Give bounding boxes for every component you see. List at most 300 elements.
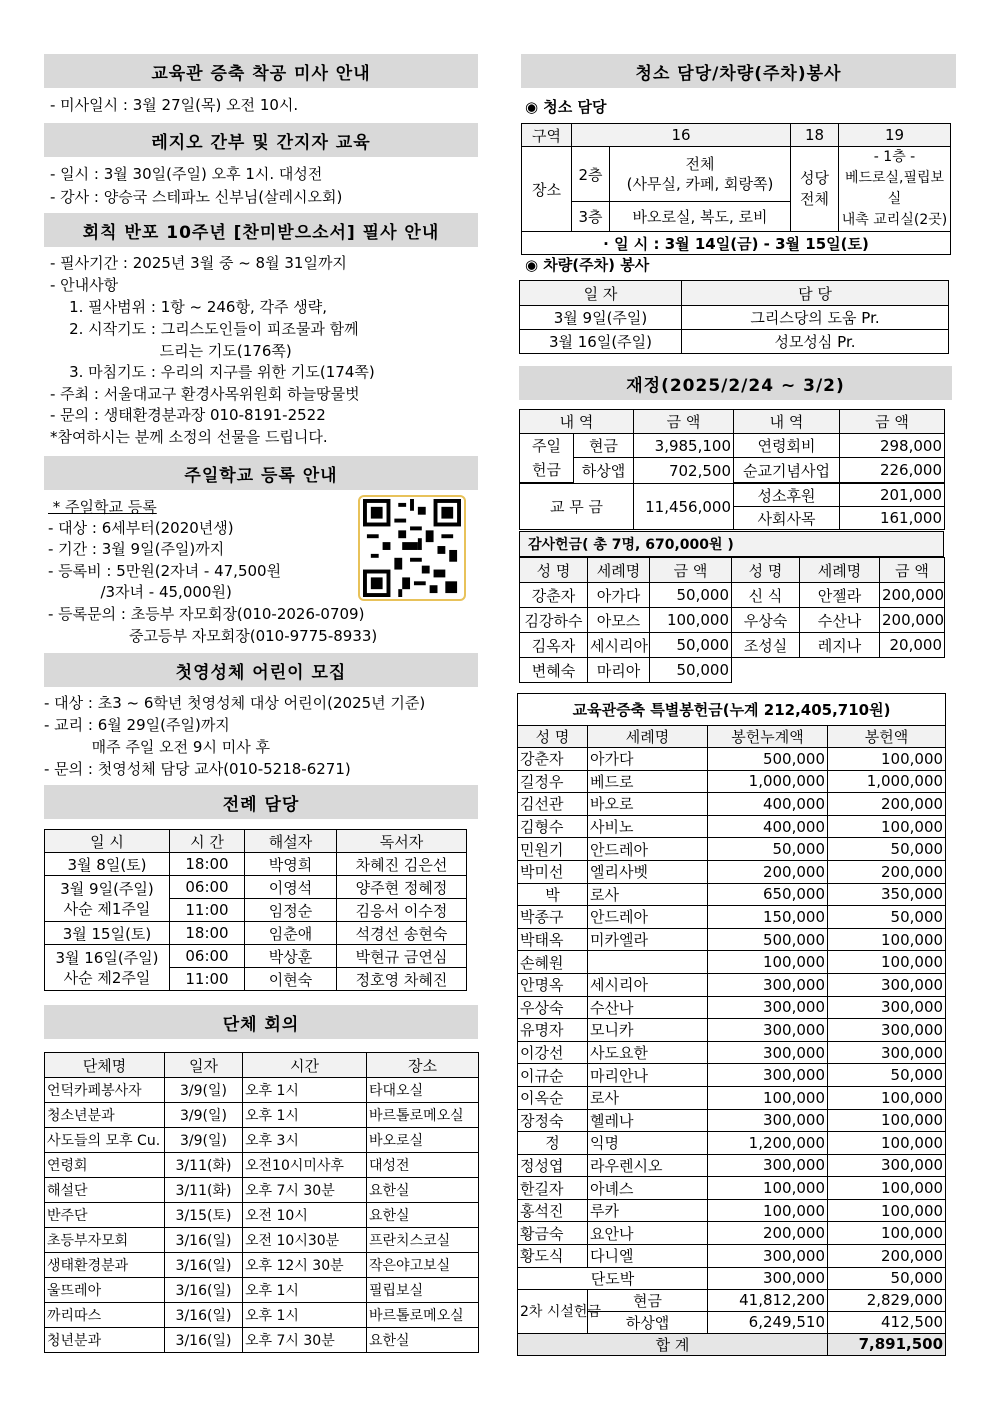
meeting-place: 바르톨로메오실 <box>367 1103 479 1128</box>
thanks-row <box>520 633 945 658</box>
transcription-line-1: - 안내사항 <box>50 276 119 294</box>
special-row <box>518 1064 946 1087</box>
special-amount: 300,000 <box>828 1041 946 1064</box>
meeting-time: 오후 1시 <box>243 1278 367 1303</box>
thanks-amount: 50,000 <box>650 658 732 683</box>
meeting-time: 오후 1시 <box>243 1103 367 1128</box>
special-header-amount: 봉헌액 <box>828 726 946 748</box>
meetings-row <box>45 1228 479 1253</box>
meeting-group: 까리따스 <box>45 1303 165 1328</box>
thanks-header: 금 액 <box>650 558 732 583</box>
meeting-time: 오후 1시 <box>243 1303 367 1328</box>
thanks-row <box>520 658 945 683</box>
special-amount: 300,000 <box>828 973 946 996</box>
liturgy-commentator: 임정순 <box>245 899 337 922</box>
parking-charge: 그리스당의 도움 Pr. <box>682 306 949 330</box>
meetings-header-place: 장소 <box>367 1053 479 1078</box>
special-dandobak-amount: 50,000 <box>828 1267 946 1289</box>
meetings-table <box>44 1052 479 1353</box>
special-amount: 100,000 <box>828 1222 946 1245</box>
parking-date: 3월 9일(주일) <box>520 306 682 330</box>
thanks-row <box>520 583 945 608</box>
special-baptism: 세시리아 <box>588 973 708 996</box>
thanks-name: 김옥자 <box>520 633 588 658</box>
special-name: 이규순 <box>518 1064 588 1087</box>
special-amount: 1,000,000 <box>828 770 946 793</box>
meetings-title: 단체 회의 <box>44 1005 478 1039</box>
meeting-place: 필립보실 <box>367 1278 479 1303</box>
cleaning-place-label: 장소 <box>522 147 572 232</box>
meeting-date: 3/11(화) <box>165 1153 243 1178</box>
meeting-group: 초등부자모회 <box>45 1228 165 1253</box>
thanks-baptism: 아가다 <box>588 583 650 608</box>
meetings-header-group: 단체명 <box>45 1053 165 1078</box>
special-facility-app-total: 6,249,510 <box>708 1311 828 1333</box>
special-facility-app-amount: 412,500 <box>828 1311 946 1333</box>
communion-line-0: - 대상 : 초3 ~ 6학년 첫영성체 대상 어린이(2025년 기준) <box>44 694 426 712</box>
finance-right-label: 연령회비 <box>734 434 840 458</box>
thanks-header: 세례명 <box>588 558 650 583</box>
sunday-school-line-3: - 등록비 : 5만원(2자녀 - 47,500원 <box>48 562 282 580</box>
communion-line-3: - 문의 : 첫영성체 담당 교사(010-5218-6271) <box>44 760 351 778</box>
special-offering-title: 교육관증축 특별봉헌금(누계 212,405,710원) <box>518 694 946 726</box>
sunday-school-line-2: - 기간 : 3월 9일(주일)까지 <box>48 540 225 558</box>
liturgy-readers: 차혜진 김은선 <box>337 853 467 876</box>
special-baptism: 베드로 <box>588 770 708 793</box>
special-amount: 100,000 <box>828 1086 946 1109</box>
liturgy-time: 18:00 <box>170 853 245 876</box>
special-row <box>518 883 946 906</box>
thanks-header: 세례명 <box>800 558 880 583</box>
finance-table <box>519 409 945 530</box>
finance-app-value: 702,500 <box>634 458 734 484</box>
transcription-line-3: 2. 시작기도 : 그리스도인들이 피조물과 함께 <box>50 320 359 338</box>
special-amount: 200,000 <box>828 793 946 816</box>
thanks-name: 신 식 <box>732 583 800 608</box>
special-offering-table <box>517 693 946 1356</box>
liturgy-header-commentator: 해설자 <box>245 830 337 853</box>
special-baptism: 아가다 <box>588 748 708 771</box>
legio-line-0: - 일시 : 3월 30일(주일) 오후 1시. 대성전 <box>50 165 323 183</box>
liturgy-date: 3월 15일(토) <box>45 922 170 945</box>
transcription-line-0: - 필사기간 : 2025년 3월 중 ~ 8월 31일까지 <box>50 254 347 272</box>
transcription-line-7: - 문의 : 생태환경분과장 010-8191-2522 <box>50 406 326 424</box>
special-name: 우상숙 <box>518 996 588 1019</box>
cleaning-floor-3: 3층 <box>572 202 610 232</box>
thanks-name: 조성실 <box>732 633 800 658</box>
special-name: 손혜원 <box>518 951 588 974</box>
special-amount: 100,000 <box>828 1199 946 1222</box>
thanks-title: 감사헌금( 총 7명, 670,000원 ) <box>519 531 944 557</box>
finance-header-item-2: 내 역 <box>734 410 840 434</box>
sunday-school-line-1: - 대상 : 6세부터(2020년생) <box>48 519 234 537</box>
special-total: 500,000 <box>708 928 828 951</box>
finance-header-amount-2: 금 액 <box>840 410 945 434</box>
cleaning-18-area: 성당 전체 <box>791 147 839 232</box>
meeting-place: 바르톨로메오실 <box>367 1303 479 1328</box>
liturgy-time: 18:00 <box>170 922 245 945</box>
transcription-title: 회칙 반포 10주년 [찬미받으소서] 필사 안내 <box>44 213 478 247</box>
special-sum-label: 합 계 <box>518 1333 828 1355</box>
finance-cash-value: 3,985,100 <box>634 434 734 458</box>
meeting-time: 오전 10시 <box>243 1203 367 1228</box>
thanks-name: 강춘자 <box>520 583 588 608</box>
special-baptism: 안드레아 <box>588 906 708 929</box>
thanks-baptism: 안젤라 <box>800 583 880 608</box>
special-amount: 100,000 <box>828 1109 946 1132</box>
liturgy-readers: 석경선 송현숙 <box>337 922 467 945</box>
thanks-name: 우상숙 <box>732 608 800 633</box>
special-total: 300,000 <box>708 973 828 996</box>
finance-edu-label: 교 무 금 <box>520 484 634 530</box>
mass-line-0: - 미사일시 : 3월 27일(목) 오전 10시. <box>50 96 299 114</box>
special-baptism: 바오로 <box>588 793 708 816</box>
cleaning-header-16: 16 <box>572 124 791 147</box>
thanks-header: 금 액 <box>880 558 945 583</box>
meetings-header-date: 일자 <box>165 1053 243 1078</box>
thanks-baptism: 레지나 <box>800 633 880 658</box>
special-baptism: 모니카 <box>588 1019 708 1042</box>
special-header-total: 봉헌누계액 <box>708 726 828 748</box>
special-total: 100,000 <box>708 1199 828 1222</box>
special-total: 300,000 <box>708 1245 828 1268</box>
special-name: 민원기 <box>518 838 588 861</box>
thanks-row <box>520 608 945 633</box>
finance-app-label: 하상앱 <box>574 458 634 484</box>
cleaning-floor-2-area: 전체 (사무실, 카페, 회랑쪽) <box>610 147 791 202</box>
special-total: 300,000 <box>708 1019 828 1042</box>
special-name: 황금숙 <box>518 1222 588 1245</box>
special-total: 400,000 <box>708 815 828 838</box>
liturgy-time: 11:00 <box>170 899 245 922</box>
meeting-place: 타대오실 <box>367 1078 479 1103</box>
special-row <box>518 906 946 929</box>
transcription-line-6: - 주최 : 서울대교구 환경사목위원회 하늘땅물벗 <box>50 385 360 403</box>
special-name: 길정우 <box>518 770 588 793</box>
special-amount: 50,000 <box>828 906 946 929</box>
special-row <box>518 1245 946 1268</box>
meeting-date: 3/16(일) <box>165 1253 243 1278</box>
special-name: 이옥순 <box>518 1086 588 1109</box>
sunday-school-line-4: /3자녀 - 45,000원) <box>48 583 232 601</box>
meeting-time: 오후 7시 30분 <box>243 1178 367 1203</box>
special-name: 장정숙 <box>518 1109 588 1132</box>
special-header-name: 성 명 <box>518 726 588 748</box>
special-dandobak-total: 300,000 <box>708 1267 828 1289</box>
liturgy-readers: 박현규 금연심 <box>337 945 467 968</box>
communion-title: 첫영성체 어린이 모집 <box>44 653 478 687</box>
sunday-school-line-5: - 등록문의 : 초등부 자모회장(010-2026-0709) <box>48 605 365 623</box>
special-row <box>518 1132 946 1155</box>
meetings-row <box>45 1253 479 1278</box>
special-baptism: 아녜스 <box>588 1177 708 1200</box>
special-facility-cash-total: 41,812,200 <box>708 1289 828 1311</box>
communion-line-2: 매주 주일 오전 9시 미사 후 <box>44 738 270 756</box>
finance-sunday-offering: 주일 헌금 <box>520 434 574 483</box>
meeting-group: 연령회 <box>45 1153 165 1178</box>
special-amount: 100,000 <box>828 951 946 974</box>
thanks-name: 변혜숙 <box>520 658 588 683</box>
special-baptism: 다니엘 <box>588 1245 708 1268</box>
special-amount: 50,000 <box>828 838 946 861</box>
meeting-date: 3/16(일) <box>165 1278 243 1303</box>
special-dandobak: 단도박 <box>518 1267 708 1289</box>
thanks-amount: 200,000 <box>880 583 945 608</box>
meetings-row <box>45 1153 479 1178</box>
special-row <box>518 1019 946 1042</box>
liturgy-commentator: 이영석 <box>245 876 337 899</box>
meeting-group: 청년분과 <box>45 1328 165 1353</box>
special-baptism: 로사 <box>588 883 708 906</box>
meeting-date: 3/16(일) <box>165 1303 243 1328</box>
thanks-amount: 100,000 <box>650 608 732 633</box>
parking-header-date: 일 자 <box>520 281 682 306</box>
special-name: 한길자 <box>518 1177 588 1200</box>
meeting-time: 오후 3시 <box>243 1128 367 1153</box>
thanks-header: 성 명 <box>732 558 800 583</box>
special-row <box>518 996 946 1019</box>
special-total: 50,000 <box>708 838 828 861</box>
meeting-date: 3/11(화) <box>165 1178 243 1203</box>
thanks-amount: 200,000 <box>880 608 945 633</box>
special-name: 정성엽 <box>518 1154 588 1177</box>
meeting-place: 요한실 <box>367 1328 479 1353</box>
special-baptism: 사비노 <box>588 815 708 838</box>
special-name: 유명자 <box>518 1019 588 1042</box>
thanks-amount: 50,000 <box>650 583 732 608</box>
liturgy-commentator: 박상훈 <box>245 945 337 968</box>
special-name: 박종구 <box>518 906 588 929</box>
parking-charge: 성모성심 Pr. <box>682 330 949 354</box>
special-baptism: 로사 <box>588 1086 708 1109</box>
special-row <box>518 1222 946 1245</box>
special-baptism: 수산나 <box>588 996 708 1019</box>
special-row <box>518 928 946 951</box>
special-row <box>518 1109 946 1132</box>
special-baptism: 헬레나 <box>588 1109 708 1132</box>
meetings-row <box>45 1078 479 1103</box>
meeting-date: 3/15(토) <box>165 1203 243 1228</box>
finance-edu-value: 11,456,000 <box>634 484 734 530</box>
special-total: 650,000 <box>708 883 828 906</box>
meeting-place: 요한실 <box>367 1203 479 1228</box>
thanks-baptism: 수산나 <box>800 608 880 633</box>
meetings-row <box>45 1303 479 1328</box>
special-row <box>518 1199 946 1222</box>
liturgy-date: 3월 9일(주일) 사순 제1주일 <box>45 876 170 922</box>
qr-code-image[interactable] <box>358 495 466 601</box>
liturgy-commentator: 임춘애 <box>245 922 337 945</box>
special-name: 김형수 <box>518 815 588 838</box>
special-total: 200,000 <box>708 1222 828 1245</box>
finance-cash-label: 현금 <box>574 434 634 458</box>
special-baptism: 루카 <box>588 1199 708 1222</box>
sunday-school-line-6: 중고등부 자모회장(010-9775-8933) <box>48 627 378 645</box>
mass-title: 교육관 증축 착공 미사 안내 <box>44 54 478 88</box>
meetings-row <box>45 1103 479 1128</box>
special-amount: 100,000 <box>828 1132 946 1155</box>
special-total: 100,000 <box>708 1177 828 1200</box>
special-total: 300,000 <box>708 1041 828 1064</box>
thanks-amount: 20,000 <box>880 633 945 658</box>
special-row <box>518 815 946 838</box>
finance-right-value: 298,000 <box>840 434 945 458</box>
special-row <box>518 748 946 771</box>
meeting-date: 3/9(일) <box>165 1078 243 1103</box>
special-baptism: 마리안나 <box>588 1064 708 1087</box>
special-name: 김선관 <box>518 793 588 816</box>
special-row <box>518 1177 946 1200</box>
meeting-date: 3/9(일) <box>165 1128 243 1153</box>
meetings-header-time: 시간 <box>243 1053 367 1078</box>
special-total: 300,000 <box>708 1109 828 1132</box>
cleaning-table <box>521 123 951 255</box>
special-baptism: 엘리사벳 <box>588 860 708 883</box>
meeting-time: 오전10시미사후 <box>243 1153 367 1178</box>
liturgy-time: 06:00 <box>170 945 245 968</box>
parking-table <box>519 280 949 354</box>
special-name: 박태옥 <box>518 928 588 951</box>
meeting-place: 대성전 <box>367 1153 479 1178</box>
meeting-group: 해설단 <box>45 1178 165 1203</box>
meetings-row <box>45 1178 479 1203</box>
finance-right-label: 사회사목 <box>734 507 840 530</box>
special-amount: 200,000 <box>828 860 946 883</box>
liturgy-header-readers: 독서자 <box>337 830 467 853</box>
special-total: 300,000 <box>708 996 828 1019</box>
cleaning-title: 청소 담당/차량(주차)봉사 <box>521 54 956 88</box>
transcription-line-5: 3. 마침기도 : 우리의 지구를 위한 기도(174쪽) <box>50 363 375 381</box>
liturgy-date: 3월 8일(토) <box>45 853 170 876</box>
sunday-school-title: 주일학교 등록 안내 <box>44 456 478 490</box>
special-name: 홍석진 <box>518 1199 588 1222</box>
meeting-group: 울뜨레아 <box>45 1278 165 1303</box>
special-sum-value: 7,891,500 <box>828 1333 946 1355</box>
finance-right-value: 226,000 <box>840 458 945 483</box>
meeting-place: 프란치스코실 <box>367 1228 479 1253</box>
meeting-date: 3/16(일) <box>165 1328 243 1353</box>
meeting-time: 오후 7시 30분 <box>243 1328 367 1353</box>
special-amount: 350,000 <box>828 883 946 906</box>
special-total: 500,000 <box>708 748 828 771</box>
thanks-amount: 50,000 <box>650 633 732 658</box>
special-total: 200,000 <box>708 860 828 883</box>
special-total: 300,000 <box>708 1154 828 1177</box>
special-baptism: 미카엘라 <box>588 928 708 951</box>
special-baptism: 익명 <box>588 1132 708 1155</box>
parking-date: 3월 16일(주일) <box>520 330 682 354</box>
special-baptism <box>588 951 708 974</box>
meetings-row <box>45 1278 479 1303</box>
special-header-baptism: 세례명 <box>588 726 708 748</box>
special-baptism: 라우렌시오 <box>588 1154 708 1177</box>
special-total: 1,000,000 <box>708 770 828 793</box>
liturgy-readers: 양주현 정혜정 <box>337 876 467 899</box>
special-baptism: 요안나 <box>588 1222 708 1245</box>
liturgy-date: 3월 16일(주일) 사순 제2주일 <box>45 945 170 991</box>
special-name: 황도식 <box>518 1245 588 1268</box>
finance-right-value: 161,000 <box>840 507 945 530</box>
special-name: 정 <box>518 1132 588 1155</box>
liturgy-time: 06:00 <box>170 876 245 899</box>
special-row <box>518 770 946 793</box>
special-amount: 200,000 <box>828 1245 946 1268</box>
special-facility-cash: 현금 <box>588 1289 708 1311</box>
special-facility-app: 하상앱 <box>588 1311 708 1333</box>
meeting-time: 오후 1시 <box>243 1078 367 1103</box>
thanks-table <box>519 557 945 683</box>
communion-line-1: - 교리 : 6월 29일(주일)까지 <box>44 716 230 734</box>
meeting-time: 오전 10시30분 <box>243 1228 367 1253</box>
cleaning-floor-2: 2층 <box>572 147 610 202</box>
special-amount: 100,000 <box>828 815 946 838</box>
liturgy-readers: 김응서 이수정 <box>337 899 467 922</box>
special-total: 300,000 <box>708 1064 828 1087</box>
meeting-group: 사도들의 모후 Cu. <box>45 1128 165 1153</box>
special-name: 이강선 <box>518 1041 588 1064</box>
parking-header-charge: 담 당 <box>682 281 949 306</box>
cleaning-header-19: 19 <box>839 124 951 147</box>
special-name: 박미선 <box>518 860 588 883</box>
special-amount: 100,000 <box>828 928 946 951</box>
meetings-row <box>45 1203 479 1228</box>
sunday-school-line-0: * 주일학교 등록 <box>48 498 157 516</box>
special-name: 강춘자 <box>518 748 588 771</box>
finance-title: 재정(2025/2/24 ~ 3/2) <box>519 366 952 400</box>
special-amount: 100,000 <box>828 748 946 771</box>
finance-right-value: 201,000 <box>840 484 945 507</box>
special-amount: 300,000 <box>828 996 946 1019</box>
special-amount: 100,000 <box>828 1177 946 1200</box>
liturgy-readers: 정호영 차혜진 <box>337 968 467 991</box>
special-amount: 300,000 <box>828 1019 946 1042</box>
special-row <box>518 838 946 861</box>
finance-right-label: 성소후원 <box>734 484 840 507</box>
legio-line-1: - 강사 : 양승국 스테파노 신부님(살레시오회) <box>50 188 343 206</box>
thanks-header: 성 명 <box>520 558 588 583</box>
special-row <box>518 1154 946 1177</box>
special-amount: 300,000 <box>828 1154 946 1177</box>
cleaning-subtitle: ◉ 청소 담당 <box>525 98 607 116</box>
finance-right-label: 순교기념사업 <box>734 458 840 483</box>
meeting-group: 언덕카페봉사자 <box>45 1078 165 1103</box>
liturgy-title: 전례 담당 <box>44 785 478 819</box>
liturgy-commentator: 이현숙 <box>245 968 337 991</box>
transcription-line-4: 드리는 기도(176쪽) <box>50 342 292 360</box>
special-total: 400,000 <box>708 793 828 816</box>
thanks-baptism: 아모스 <box>588 608 650 633</box>
special-name: 안명옥 <box>518 973 588 996</box>
parking-subtitle: ◉ 차량(주차) 봉사 <box>525 256 650 274</box>
special-row <box>518 973 946 996</box>
meeting-place: 작은야고보실 <box>367 1253 479 1278</box>
special-total: 100,000 <box>708 1086 828 1109</box>
meeting-time: 오후 12시 30분 <box>243 1253 367 1278</box>
cleaning-period: · 일 시 : 3월 14일(금) - 3월 15일(토) <box>522 232 951 255</box>
thanks-name: 김강하수 <box>520 608 588 633</box>
special-baptism: 안드레아 <box>588 838 708 861</box>
special-facility-cash-amount: 2,829,000 <box>828 1289 946 1311</box>
special-row <box>518 860 946 883</box>
cleaning-header-area: 구역 <box>522 124 572 147</box>
liturgy-commentator: 박영희 <box>245 853 337 876</box>
liturgy-header-time: 시 간 <box>170 830 245 853</box>
special-row <box>518 1041 946 1064</box>
cleaning-19-area: - 1층 - 베드로실,필립보실 내촉 교리실(2곳) <box>839 147 951 232</box>
special-total: 150,000 <box>708 906 828 929</box>
meetings-row <box>45 1328 479 1353</box>
special-row <box>518 1086 946 1109</box>
